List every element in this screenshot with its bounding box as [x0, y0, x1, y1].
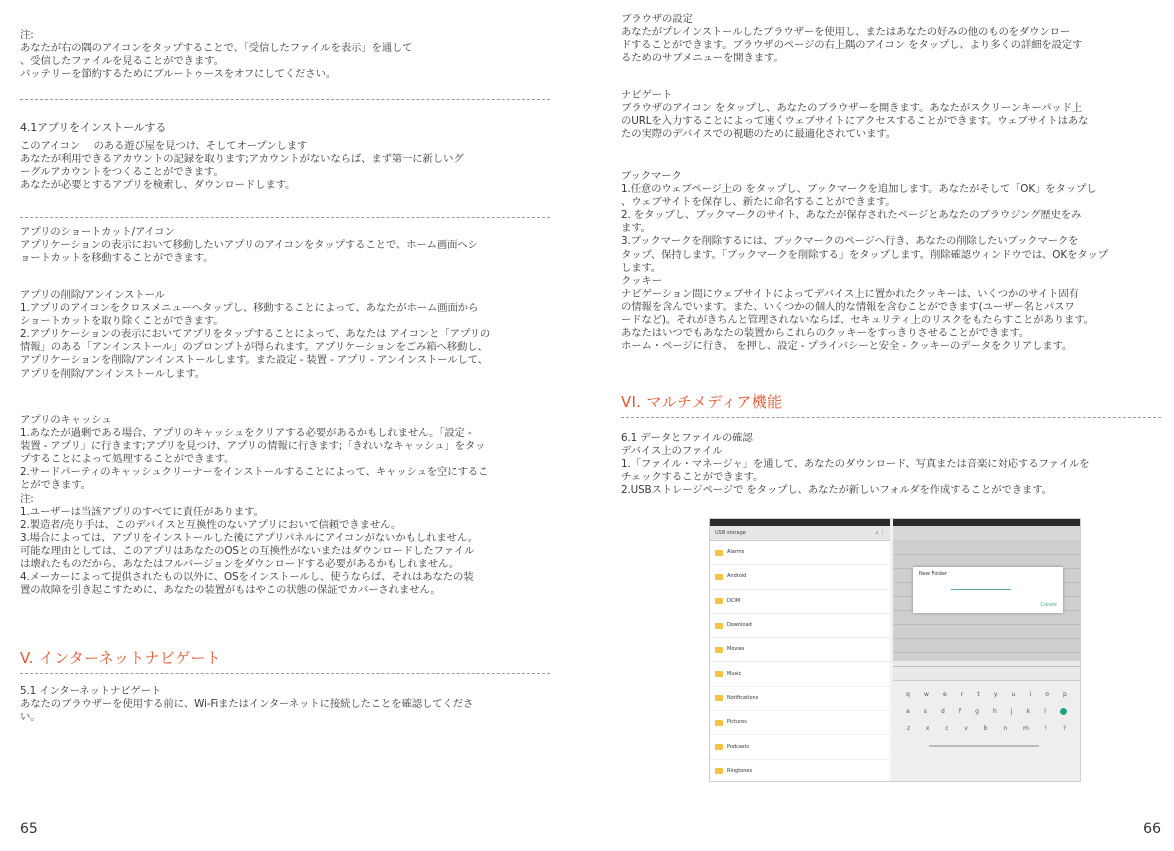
page-number: 65	[20, 821, 38, 837]
text-line: ブックマーク	[621, 170, 682, 182]
text-line: 、ウェブサイトを保存し、新たに命名することができます。	[621, 196, 896, 209]
text-line: 1.「ファイル・マネージャ」を通して、あなたのダウンロード、写真または音楽に対応するファイルを	[621, 458, 1090, 471]
action-icons: ⌕ ⋮	[875, 530, 885, 536]
folder-name: Ringtones	[727, 767, 753, 774]
text-line: い。	[20, 711, 41, 724]
text-line: ショートカットを取り除くことができます。	[20, 315, 224, 328]
folder-name: DCIM	[727, 597, 741, 604]
key: b	[983, 725, 988, 732]
folder-name: Podcasts	[727, 743, 750, 750]
text-line: の情報を含んでいます。また、いくつかの個人的な情報を含むことができます(ユーザー名とパスワ	[621, 300, 1075, 313]
key: q	[906, 691, 910, 698]
key: w	[923, 691, 929, 698]
text-line: たの実際のデバイスでの視聴のために最適化されています。	[621, 128, 896, 141]
text-line: 1.任意のウェブページ上の をタップし、ブックマークを追加します。あなたがそして「OK」をタップし	[621, 183, 1097, 196]
text-line: プすることによって処理することができます。	[20, 453, 235, 466]
text-line: アプリケーションを削除/アンインストールします。また設定 - 装置 - アプリ - アンインストールして、	[20, 354, 489, 367]
key: h	[993, 708, 997, 715]
keyboard-row	[893, 708, 1080, 715]
text-line: ホーム・ページに行き、 を押し、設定 - プライバシーと安全 - クッキーのデータをクリアします。	[621, 340, 1073, 353]
divider	[20, 99, 550, 100]
folder-item	[710, 735, 890, 759]
text-line: 注:	[20, 492, 34, 505]
text-line: ーグルアカウントをつくることができます。	[20, 166, 224, 179]
status-bar	[893, 519, 1080, 526]
text-line: ブラウザの設定	[621, 13, 693, 25]
section-vi	[621, 393, 1161, 411]
text-line: 5.1 インターネットナビゲート	[20, 685, 162, 697]
text-line: ョートカットを移動することができます。	[20, 252, 214, 265]
shortcut-section	[20, 226, 550, 265]
text-line: 情報」のある「アンインストール」のプロンプトが得られます。アプリケーションをごみ箱へ移動し、	[20, 341, 488, 354]
enter-key-icon	[1060, 708, 1067, 715]
key: o	[1045, 691, 1049, 698]
key: m	[1023, 725, 1029, 732]
text-line: 3.ブックマークを削除するには、ブックマークのページへ行き、あなたの削除したいブックマークを	[621, 235, 1079, 248]
section-title: V. インターネットナビゲート	[20, 649, 222, 667]
text-line: バッテリーを節約するためにブルートゥースをオフにしてください。	[20, 68, 336, 81]
bookmark-section	[621, 170, 1161, 353]
key: e	[943, 691, 947, 698]
text-line: 可能な理由としては、このアプリはあなたのOSとの互換性がないまたはダウンロードしたファイル	[20, 544, 475, 557]
key: l	[1044, 708, 1046, 715]
text-line: は壊れたものだから、あなたはフルバージョンをダウンロードする必要があるかもしれません。	[20, 558, 460, 571]
section-title: VI. マルチメディア機能	[621, 393, 783, 411]
folder-item	[710, 541, 890, 565]
folder-icon	[715, 647, 723, 653]
folder-item	[710, 565, 890, 589]
key: !	[1044, 725, 1048, 732]
key: c	[945, 725, 949, 732]
install-section	[20, 121, 550, 192]
page-number: 66	[1143, 821, 1161, 837]
text-line: ードなど)。それがきちんと管理されないならば、セキュリティ上のリスクをもたらすことがあります。	[621, 314, 1094, 327]
key: ?	[1062, 725, 1067, 732]
uninstall-section	[20, 289, 550, 381]
new-folder-dialog	[913, 567, 1063, 613]
text-line: あなたのブラウザーを使用する前に、Wi-Fiまたはインターネットに接続したことを確認してくださ	[20, 698, 474, 711]
cache-section	[20, 414, 550, 597]
navigate-section	[621, 89, 1161, 141]
key: v	[964, 725, 968, 732]
key: r	[960, 691, 964, 698]
text-line: あなたが必要とするアプリを検索し、ダウンロードします。	[20, 179, 296, 192]
text-line: アプリのキャッシュ	[20, 414, 112, 426]
keyboard-row	[893, 691, 1080, 698]
onscreen-keyboard	[893, 680, 1080, 781]
text-line: タップ、保持します。「ブックマークを削除する」をタップします。削除確認ウィンドウでは、OKをタップ	[621, 248, 1108, 261]
text-line: クッキー	[621, 274, 662, 287]
key: d	[941, 708, 945, 715]
key: y	[993, 691, 998, 698]
action-bar	[893, 526, 1080, 541]
key: z	[906, 725, 911, 732]
folder-icon	[715, 671, 723, 677]
text-line: ナビゲーション間にウェブサイトによってデバイス上に置かれたクッキーは、いくつかのサイト固有	[621, 287, 1079, 300]
file-list-pane	[710, 519, 890, 781]
key: s	[923, 708, 927, 715]
folder-name-input	[951, 583, 1011, 590]
text-line: ブラウザのアイコン をタップし、あなたのブラウザーを開きます。あなたがスクリーンキーパッド上	[621, 102, 1083, 115]
folder-icon	[715, 768, 723, 774]
folder-name: Movies	[727, 646, 745, 653]
text-line: あなたが右の隅のアイコンをタップすることで、「受信したファイルを表示」を通して	[20, 42, 413, 55]
text-line: 1.あなたが過剰である場合、アプリのキャッシュをクリアする必要があるかもしれません。「設定 -	[20, 427, 472, 440]
key: i	[1029, 691, 1032, 698]
text-line: します。	[621, 261, 662, 274]
text-line: とができます。	[20, 479, 91, 492]
text-line: 2. をタップし、ブックマークのサイト、あなたが保存されたページとあなたのブラウジング歴史をみ	[621, 209, 1082, 222]
divider	[20, 217, 550, 218]
folder-icon	[715, 623, 723, 629]
key: u	[1011, 691, 1016, 698]
text-line: アプリを削除/アンインストールします。	[20, 367, 205, 380]
path-label: USB storage	[715, 530, 746, 536]
text-line: 1.ユーザーは当該アプリのすべてに責任があります。	[20, 505, 264, 518]
folder-item	[710, 760, 890, 782]
key: p	[1063, 691, 1067, 698]
text-line: 6.1 データとファイルの確認	[621, 432, 753, 444]
section-v	[20, 649, 550, 667]
key: n	[1003, 725, 1008, 732]
text-line: あなたが利用できるアカウントの記録を取ります;アカウントがないならば、まず第一に新しいグ	[20, 153, 464, 166]
folder-icon	[715, 720, 723, 726]
text-line: チェックすることができます。	[621, 471, 764, 484]
divider	[621, 417, 1161, 418]
media-section	[621, 432, 1161, 497]
key: g	[975, 708, 979, 715]
folder-name: Notifications	[727, 694, 759, 701]
dialog-title: New Folder	[919, 571, 947, 577]
folder-icon	[715, 598, 723, 604]
key: a	[906, 708, 910, 715]
folder-item	[710, 590, 890, 614]
key: k	[1026, 708, 1031, 715]
text-line: 2.製造者/売り手は、このデバイスと互換性のないアプリにおいて信頼できません。	[20, 518, 402, 531]
text-line: 装置 - アプリ」に行きます;アプリを見つけ、アプリの情報に行きます;「きれいなキャッシュ」をタッ	[20, 440, 486, 453]
text-line: るためのサブメニューを開きます。	[621, 52, 784, 65]
left-page	[20, 0, 550, 851]
text-line: デバイス上のファイル	[621, 445, 723, 458]
file-manager-screenshot	[709, 518, 1081, 782]
text-line: 3.場合によっては、アプリをインストールした後にアプリパネルにアイコンがないかもしれません。	[20, 531, 478, 544]
key: t	[977, 691, 980, 698]
text-line: 2.USBストレージページで をタップし、あなたが新しいフォルダを作成することができます。	[621, 484, 1052, 497]
text-line: ドすることができます。ブラウザのページの右上隅のアイコン をタップし、より多くの詳細を設定す	[621, 39, 1083, 52]
dialog-ok: Create	[1040, 602, 1057, 608]
folder-icon	[715, 574, 723, 580]
folder-item	[710, 662, 890, 686]
space-bar	[929, 745, 1039, 747]
text-line: アプリケーションの表示において移動したいアプリのアイコンをタップすることで、ホーム画面へシ	[20, 239, 478, 252]
text-line: ます。	[621, 222, 651, 235]
folder-name: Pictures	[727, 719, 747, 726]
folder-icon	[715, 744, 723, 750]
text-line: のURLを入力することによって速くウェブサイトにアクセスすることができます。ウェブサイトはあな	[621, 115, 1089, 128]
text-line: 2.サードパーティのキャッシュクリーナーをインストールすることによって、キャッシュを空にするこ	[20, 466, 489, 479]
folder-list	[710, 541, 890, 782]
text-line: あなたはいつでもあなたの装置からこれらのクッキーをすっきりさせることができます。	[621, 327, 1030, 340]
text-line: アプリのショートカット/アイコン	[20, 226, 175, 238]
text-line: 注:	[20, 29, 34, 41]
folder-item	[710, 614, 890, 638]
folder-item	[710, 687, 890, 711]
key: f	[958, 708, 962, 715]
key: j	[1010, 708, 1013, 715]
new-folder-pane	[893, 519, 1080, 781]
browser-settings	[621, 13, 1161, 65]
text-line: このアイコン のある遊び屋を見つけ、そしてオープンします	[20, 140, 308, 152]
text-line: 置の故障を引き起こすために、あなたの装置がもはやこの状態の保証でカバーされません。	[20, 584, 441, 597]
text-line: あなたがプレインストールしたブラウザーを使用し、またはあなたの好みの他のものをダウンロー	[621, 26, 1071, 39]
text-line: 2.アプリケーションの表示においてアプリをタップすることによって、あなたは アイコンと「アプリの	[20, 328, 491, 341]
folder-icon	[715, 550, 723, 556]
folder-name: Alarms	[727, 549, 745, 556]
key: x	[925, 725, 930, 732]
folder-name: Download	[727, 622, 752, 629]
folder-item	[710, 638, 890, 662]
action-bar	[710, 526, 890, 541]
folder-item	[710, 711, 890, 735]
status-bar	[710, 519, 890, 526]
nav-section	[20, 685, 550, 724]
keyboard-row	[893, 742, 1080, 747]
text-line: 1.アプリのアイコンをクロスメニューへタップし、移動することによって、あなたがホーム画面から	[20, 302, 479, 315]
text-line: アプリの削除/アンインストール	[20, 289, 165, 301]
folder-name: Music	[727, 670, 742, 677]
text-line: 4.メーカーによって提供されたもの以外に、OSをインストールし、使うならば、それはあなたの装	[20, 571, 474, 584]
note-block	[20, 29, 550, 81]
install-heading: 4.1アプリをインストールする	[20, 121, 167, 134]
text-line: ナビゲート	[621, 89, 673, 101]
keyboard-row	[893, 725, 1080, 732]
folder-name: Android	[727, 573, 747, 580]
text-line: 、受信したファイルを見ることができます。	[20, 55, 224, 68]
folder-icon	[715, 695, 723, 701]
divider	[20, 673, 550, 674]
